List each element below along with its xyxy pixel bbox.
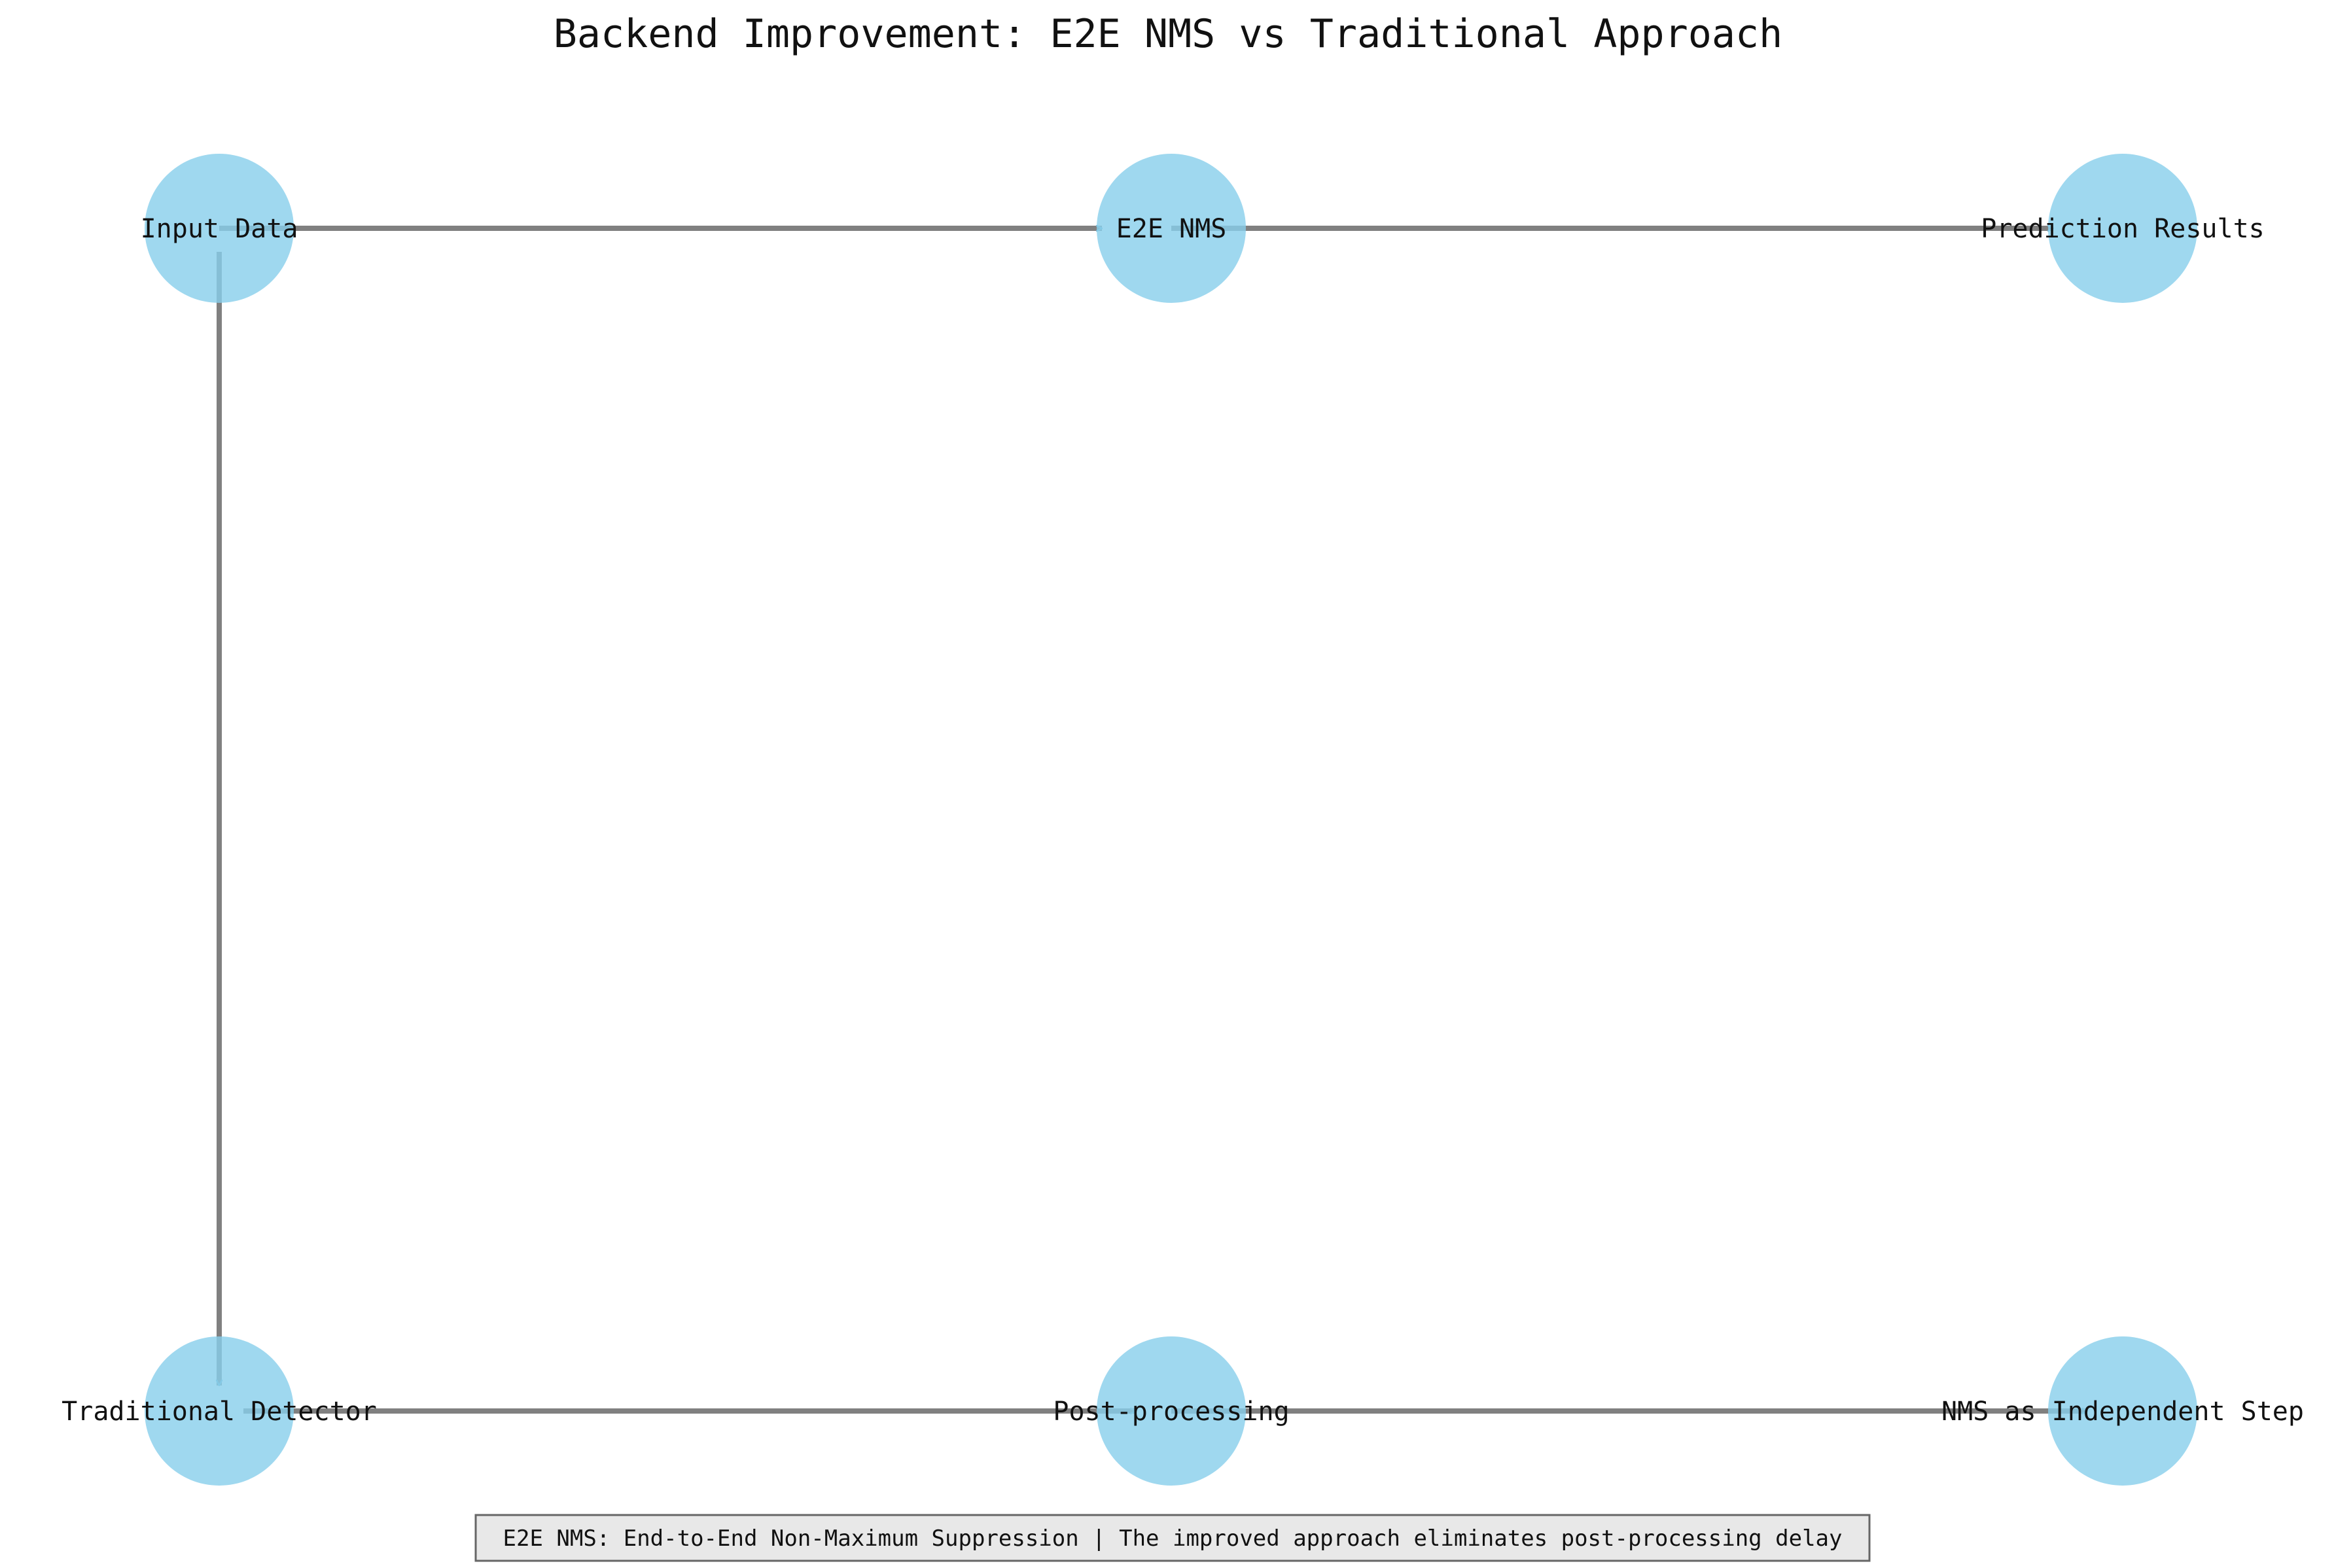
- label-post-processing: Post-processing: [1053, 1397, 1290, 1427]
- node-labels-group: [62, 214, 2304, 1427]
- diagram-title: Backend Improvement: E2E NMS vs Traditional Approach: [553, 11, 1783, 57]
- footnote-box: [476, 1515, 1869, 1561]
- nodes-group: [145, 154, 2197, 1486]
- label-nms-independent: NMS as Independent Step: [1941, 1397, 2304, 1427]
- label-traditional-detector: Traditional Detector: [62, 1397, 377, 1427]
- edges-group: [219, 228, 2087, 1411]
- footnote-text: E2E NMS: End-to-End Non-Maximum Suppression | The improved approach eliminates post-processing delay: [503, 1525, 1843, 1552]
- label-e2e-nms: E2E NMS: [1116, 214, 1227, 244]
- label-prediction-results: Prediction Results: [1981, 214, 2265, 244]
- label-input-data: Input Data: [140, 214, 298, 244]
